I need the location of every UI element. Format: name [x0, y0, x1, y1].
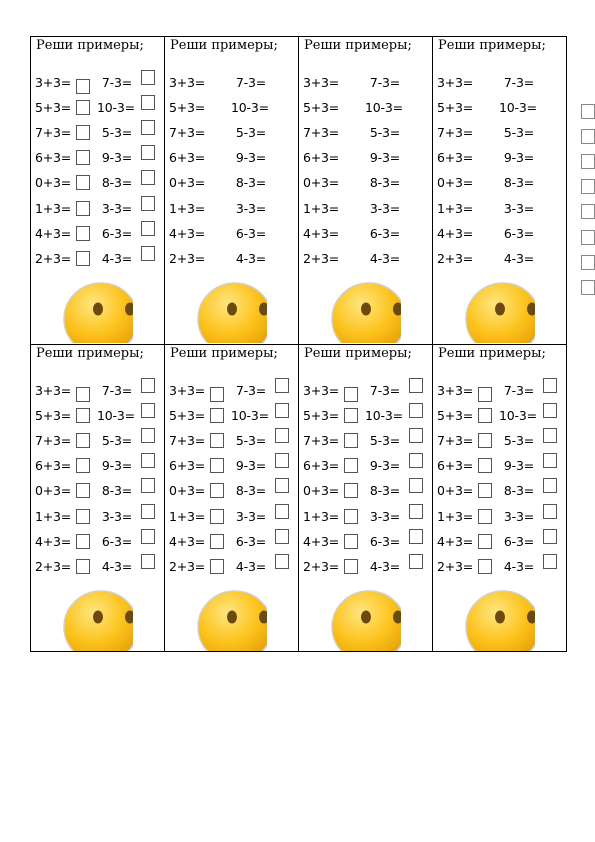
worksheet-card	[433, 345, 567, 652]
answer-box[interactable]	[344, 433, 358, 448]
addition-example: 2+3=	[437, 559, 474, 574]
answer-box[interactable]	[141, 478, 155, 493]
answer-box[interactable]	[141, 529, 155, 544]
addition-example: 0+3=	[35, 175, 72, 190]
subtraction-example: 8-3=	[235, 175, 266, 190]
subtraction-example: 4-3=	[369, 559, 400, 574]
worksheet-grid	[30, 36, 567, 652]
subtraction-example: 10-3=	[365, 100, 403, 115]
answer-box[interactable]	[76, 534, 90, 549]
neutral-face-emoji-icon	[63, 275, 133, 343]
answer-box[interactable]	[141, 453, 155, 468]
addition-example: 5+3=	[303, 100, 340, 115]
addition-example: 1+3=	[35, 201, 72, 216]
answer-box[interactable]	[543, 403, 557, 418]
subtraction-example: 7-3=	[235, 383, 266, 398]
addition-example: 0+3=	[169, 483, 206, 498]
addition-example: 4+3=	[437, 226, 474, 241]
addition-example: 1+3=	[169, 509, 206, 524]
answer-box[interactable]	[581, 104, 595, 119]
addition-example: 2+3=	[303, 251, 340, 266]
subtraction-example: 9-3=	[101, 458, 132, 473]
addition-example: 0+3=	[303, 175, 340, 190]
worksheet-card	[299, 345, 433, 652]
addition-example: 7+3=	[169, 433, 206, 448]
answer-box[interactable]	[478, 534, 492, 549]
answer-box[interactable]	[210, 433, 224, 448]
subtraction-example: 10-3=	[499, 100, 537, 115]
addition-example: 6+3=	[437, 150, 474, 165]
subtraction-example: 6-3=	[235, 534, 266, 549]
answer-box[interactable]	[210, 483, 224, 498]
subtraction-example: 4-3=	[101, 251, 132, 266]
addition-example: 3+3=	[169, 75, 206, 90]
subtraction-example: 4-3=	[503, 559, 534, 574]
neutral-face-emoji-icon	[465, 275, 535, 343]
subtraction-example: 5-3=	[503, 125, 534, 140]
answer-box[interactable]	[409, 453, 423, 468]
answer-box[interactable]	[141, 70, 155, 85]
addition-example: 4+3=	[303, 534, 340, 549]
subtraction-example: 7-3=	[369, 383, 400, 398]
card-title: Реши примеры;	[36, 346, 144, 361]
subtraction-example: 9-3=	[369, 150, 400, 165]
addition-example: 3+3=	[303, 75, 340, 90]
answer-box[interactable]	[543, 453, 557, 468]
subtraction-example: 5-3=	[503, 433, 534, 448]
answer-box[interactable]	[141, 504, 155, 519]
addition-example: 3+3=	[169, 383, 206, 398]
subtraction-example: 3-3=	[235, 201, 266, 216]
neutral-face-emoji-icon	[197, 583, 267, 651]
subtraction-example: 9-3=	[235, 150, 266, 165]
addition-example: 5+3=	[437, 100, 474, 115]
addition-example: 0+3=	[437, 175, 474, 190]
worksheet-card	[165, 345, 299, 652]
neutral-face-emoji-icon	[197, 275, 267, 343]
addition-example: 5+3=	[35, 100, 72, 115]
subtraction-example: 5-3=	[369, 433, 400, 448]
answer-box[interactable]	[76, 201, 90, 216]
answer-box[interactable]	[581, 204, 595, 219]
subtraction-example: 9-3=	[369, 458, 400, 473]
answer-box[interactable]	[478, 458, 492, 473]
worksheet-card	[299, 37, 433, 344]
answer-box[interactable]	[344, 408, 358, 423]
subtraction-example: 3-3=	[369, 201, 400, 216]
answer-box[interactable]	[275, 428, 289, 443]
answer-box[interactable]	[210, 534, 224, 549]
answer-box[interactable]	[344, 534, 358, 549]
neutral-face-emoji-icon	[63, 583, 133, 651]
answer-box[interactable]	[141, 428, 155, 443]
subtraction-example: 3-3=	[503, 201, 534, 216]
worksheet-card	[433, 37, 567, 344]
addition-example: 1+3=	[303, 509, 340, 524]
answer-box[interactable]	[478, 433, 492, 448]
answer-box[interactable]	[76, 79, 90, 94]
subtraction-example: 6-3=	[101, 226, 132, 241]
answer-box[interactable]	[478, 509, 492, 524]
subtraction-example: 6-3=	[503, 534, 534, 549]
answer-box[interactable]	[478, 559, 492, 574]
subtraction-example: 7-3=	[503, 383, 534, 398]
addition-example: 2+3=	[169, 559, 206, 574]
addition-example: 6+3=	[169, 458, 206, 473]
answer-box[interactable]	[141, 145, 155, 160]
addition-example: 7+3=	[437, 125, 474, 140]
answer-box[interactable]	[275, 529, 289, 544]
subtraction-example: 8-3=	[101, 483, 132, 498]
subtraction-example: 9-3=	[503, 150, 534, 165]
card-title: Реши примеры;	[438, 38, 546, 53]
addition-example: 2+3=	[35, 559, 72, 574]
answer-box[interactable]	[141, 403, 155, 418]
addition-example: 7+3=	[437, 433, 474, 448]
answer-box[interactable]	[581, 255, 595, 270]
answer-box[interactable]	[581, 280, 595, 295]
answer-box[interactable]	[210, 458, 224, 473]
card-title: Реши примеры;	[170, 346, 278, 361]
addition-example: 3+3=	[303, 383, 340, 398]
addition-example: 1+3=	[303, 201, 340, 216]
addition-example: 6+3=	[169, 150, 206, 165]
answer-box[interactable]	[543, 378, 557, 393]
addition-example: 3+3=	[35, 75, 72, 90]
answer-box[interactable]	[141, 170, 155, 185]
answer-box[interactable]	[210, 509, 224, 524]
card-title: Реши примеры;	[36, 38, 144, 53]
answer-box[interactable]	[76, 509, 90, 524]
subtraction-example: 7-3=	[101, 383, 132, 398]
neutral-face-emoji-icon	[331, 583, 401, 651]
addition-example: 4+3=	[303, 226, 340, 241]
answer-box[interactable]	[543, 529, 557, 544]
addition-example: 1+3=	[437, 201, 474, 216]
addition-example: 7+3=	[35, 125, 72, 140]
addition-example: 2+3=	[303, 559, 340, 574]
subtraction-example: 7-3=	[101, 75, 132, 90]
answer-box[interactable]	[76, 559, 90, 574]
answer-box[interactable]	[275, 378, 289, 393]
addition-example: 5+3=	[169, 408, 206, 423]
addition-example: 5+3=	[437, 408, 474, 423]
addition-example: 7+3=	[303, 433, 340, 448]
answer-box[interactable]	[344, 387, 358, 402]
answer-box[interactable]	[76, 483, 90, 498]
subtraction-example: 5-3=	[235, 125, 266, 140]
answer-box[interactable]	[409, 529, 423, 544]
addition-example: 3+3=	[437, 383, 474, 398]
answer-box[interactable]	[141, 196, 155, 211]
addition-example: 5+3=	[35, 408, 72, 423]
card-title: Реши примеры;	[304, 346, 412, 361]
subtraction-example: 6-3=	[235, 226, 266, 241]
addition-example: 6+3=	[437, 458, 474, 473]
answer-box[interactable]	[76, 175, 90, 190]
addition-example: 6+3=	[303, 150, 340, 165]
answer-box[interactable]	[543, 478, 557, 493]
answer-box[interactable]	[478, 387, 492, 402]
answer-box[interactable]	[275, 453, 289, 468]
subtraction-example: 8-3=	[101, 175, 132, 190]
answer-box[interactable]	[543, 554, 557, 569]
answer-box[interactable]	[275, 504, 289, 519]
addition-example: 4+3=	[169, 534, 206, 549]
card-title: Реши примеры;	[438, 346, 546, 361]
answer-box[interactable]	[141, 246, 155, 261]
subtraction-example: 4-3=	[101, 559, 132, 574]
subtraction-example: 4-3=	[503, 251, 534, 266]
subtraction-example: 7-3=	[369, 75, 400, 90]
addition-example: 3+3=	[437, 75, 474, 90]
subtraction-example: 10-3=	[97, 408, 135, 423]
subtraction-example: 10-3=	[499, 408, 537, 423]
subtraction-example: 8-3=	[369, 175, 400, 190]
subtraction-example: 6-3=	[369, 534, 400, 549]
answer-box[interactable]	[275, 478, 289, 493]
addition-example: 4+3=	[437, 534, 474, 549]
addition-example: 4+3=	[35, 226, 72, 241]
answer-box[interactable]	[275, 554, 289, 569]
subtraction-example: 10-3=	[97, 100, 135, 115]
subtraction-example: 9-3=	[503, 458, 534, 473]
answer-box[interactable]	[76, 125, 90, 140]
addition-example: 0+3=	[169, 175, 206, 190]
subtraction-example: 9-3=	[235, 458, 266, 473]
addition-example: 1+3=	[437, 509, 474, 524]
neutral-face-emoji-icon	[465, 583, 535, 651]
addition-example: 1+3=	[169, 201, 206, 216]
answer-box[interactable]	[275, 403, 289, 418]
answer-box[interactable]	[409, 403, 423, 418]
addition-example: 2+3=	[169, 251, 206, 266]
addition-example: 5+3=	[169, 100, 206, 115]
answer-box[interactable]	[141, 554, 155, 569]
subtraction-example: 3-3=	[503, 509, 534, 524]
answer-box[interactable]	[141, 221, 155, 236]
answer-box[interactable]	[409, 378, 423, 393]
answer-box[interactable]	[76, 408, 90, 423]
answer-box[interactable]	[76, 100, 90, 115]
addition-example: 0+3=	[35, 483, 72, 498]
subtraction-example: 8-3=	[235, 483, 266, 498]
addition-example: 7+3=	[303, 125, 340, 140]
answer-box[interactable]	[76, 226, 90, 241]
answer-box[interactable]	[344, 483, 358, 498]
addition-example: 6+3=	[35, 150, 72, 165]
answer-box[interactable]	[344, 458, 358, 473]
answer-box[interactable]	[210, 559, 224, 574]
answer-box[interactable]	[210, 408, 224, 423]
card-title: Реши примеры;	[304, 38, 412, 53]
subtraction-example: 4-3=	[235, 251, 266, 266]
addition-example: 2+3=	[35, 251, 72, 266]
answer-box[interactable]	[141, 95, 155, 110]
answer-box[interactable]	[409, 478, 423, 493]
answer-box[interactable]	[409, 554, 423, 569]
subtraction-example: 5-3=	[101, 125, 132, 140]
answer-box[interactable]	[344, 509, 358, 524]
subtraction-example: 7-3=	[503, 75, 534, 90]
subtraction-example: 5-3=	[101, 433, 132, 448]
answer-box[interactable]	[141, 120, 155, 135]
answer-box[interactable]	[76, 433, 90, 448]
answer-box[interactable]	[478, 408, 492, 423]
addition-example: 0+3=	[437, 483, 474, 498]
answer-box[interactable]	[210, 387, 224, 402]
answer-box[interactable]	[76, 150, 90, 165]
answer-box[interactable]	[543, 428, 557, 443]
worksheet-card	[31, 37, 165, 344]
addition-example: 5+3=	[303, 408, 340, 423]
subtraction-example: 6-3=	[101, 534, 132, 549]
answer-box[interactable]	[344, 559, 358, 574]
answer-box[interactable]	[76, 387, 90, 402]
subtraction-example: 5-3=	[369, 125, 400, 140]
subtraction-example: 7-3=	[235, 75, 266, 90]
answer-box[interactable]	[543, 504, 557, 519]
subtraction-example: 5-3=	[235, 433, 266, 448]
subtraction-example: 8-3=	[503, 483, 534, 498]
answer-box[interactable]	[409, 504, 423, 519]
subtraction-example: 4-3=	[235, 559, 266, 574]
answer-box[interactable]	[581, 154, 595, 169]
addition-example: 0+3=	[303, 483, 340, 498]
subtraction-example: 3-3=	[369, 509, 400, 524]
answer-box[interactable]	[141, 378, 155, 393]
addition-example: 3+3=	[35, 383, 72, 398]
addition-example: 6+3=	[303, 458, 340, 473]
subtraction-example: 8-3=	[503, 175, 534, 190]
worksheet-card	[165, 37, 299, 344]
answer-box[interactable]	[76, 251, 90, 266]
answer-box[interactable]	[409, 428, 423, 443]
subtraction-example: 6-3=	[503, 226, 534, 241]
subtraction-example: 3-3=	[235, 509, 266, 524]
subtraction-example: 9-3=	[101, 150, 132, 165]
subtraction-example: 6-3=	[369, 226, 400, 241]
subtraction-example: 3-3=	[101, 201, 132, 216]
answer-box[interactable]	[478, 483, 492, 498]
addition-example: 1+3=	[35, 509, 72, 524]
neutral-face-emoji-icon	[331, 275, 401, 343]
answer-box[interactable]	[76, 458, 90, 473]
worksheet-card	[31, 345, 165, 652]
subtraction-example: 8-3=	[369, 483, 400, 498]
answer-box[interactable]	[581, 230, 595, 245]
subtraction-example: 4-3=	[369, 251, 400, 266]
subtraction-example: 10-3=	[231, 408, 269, 423]
subtraction-example: 3-3=	[101, 509, 132, 524]
addition-example: 6+3=	[35, 458, 72, 473]
addition-example: 7+3=	[35, 433, 72, 448]
addition-example: 4+3=	[169, 226, 206, 241]
addition-example: 4+3=	[35, 534, 72, 549]
subtraction-example: 10-3=	[365, 408, 403, 423]
answer-box[interactable]	[581, 129, 595, 144]
card-title: Реши примеры;	[170, 38, 278, 53]
addition-example: 7+3=	[169, 125, 206, 140]
addition-example: 2+3=	[437, 251, 474, 266]
answer-box[interactable]	[581, 179, 595, 194]
subtraction-example: 10-3=	[231, 100, 269, 115]
